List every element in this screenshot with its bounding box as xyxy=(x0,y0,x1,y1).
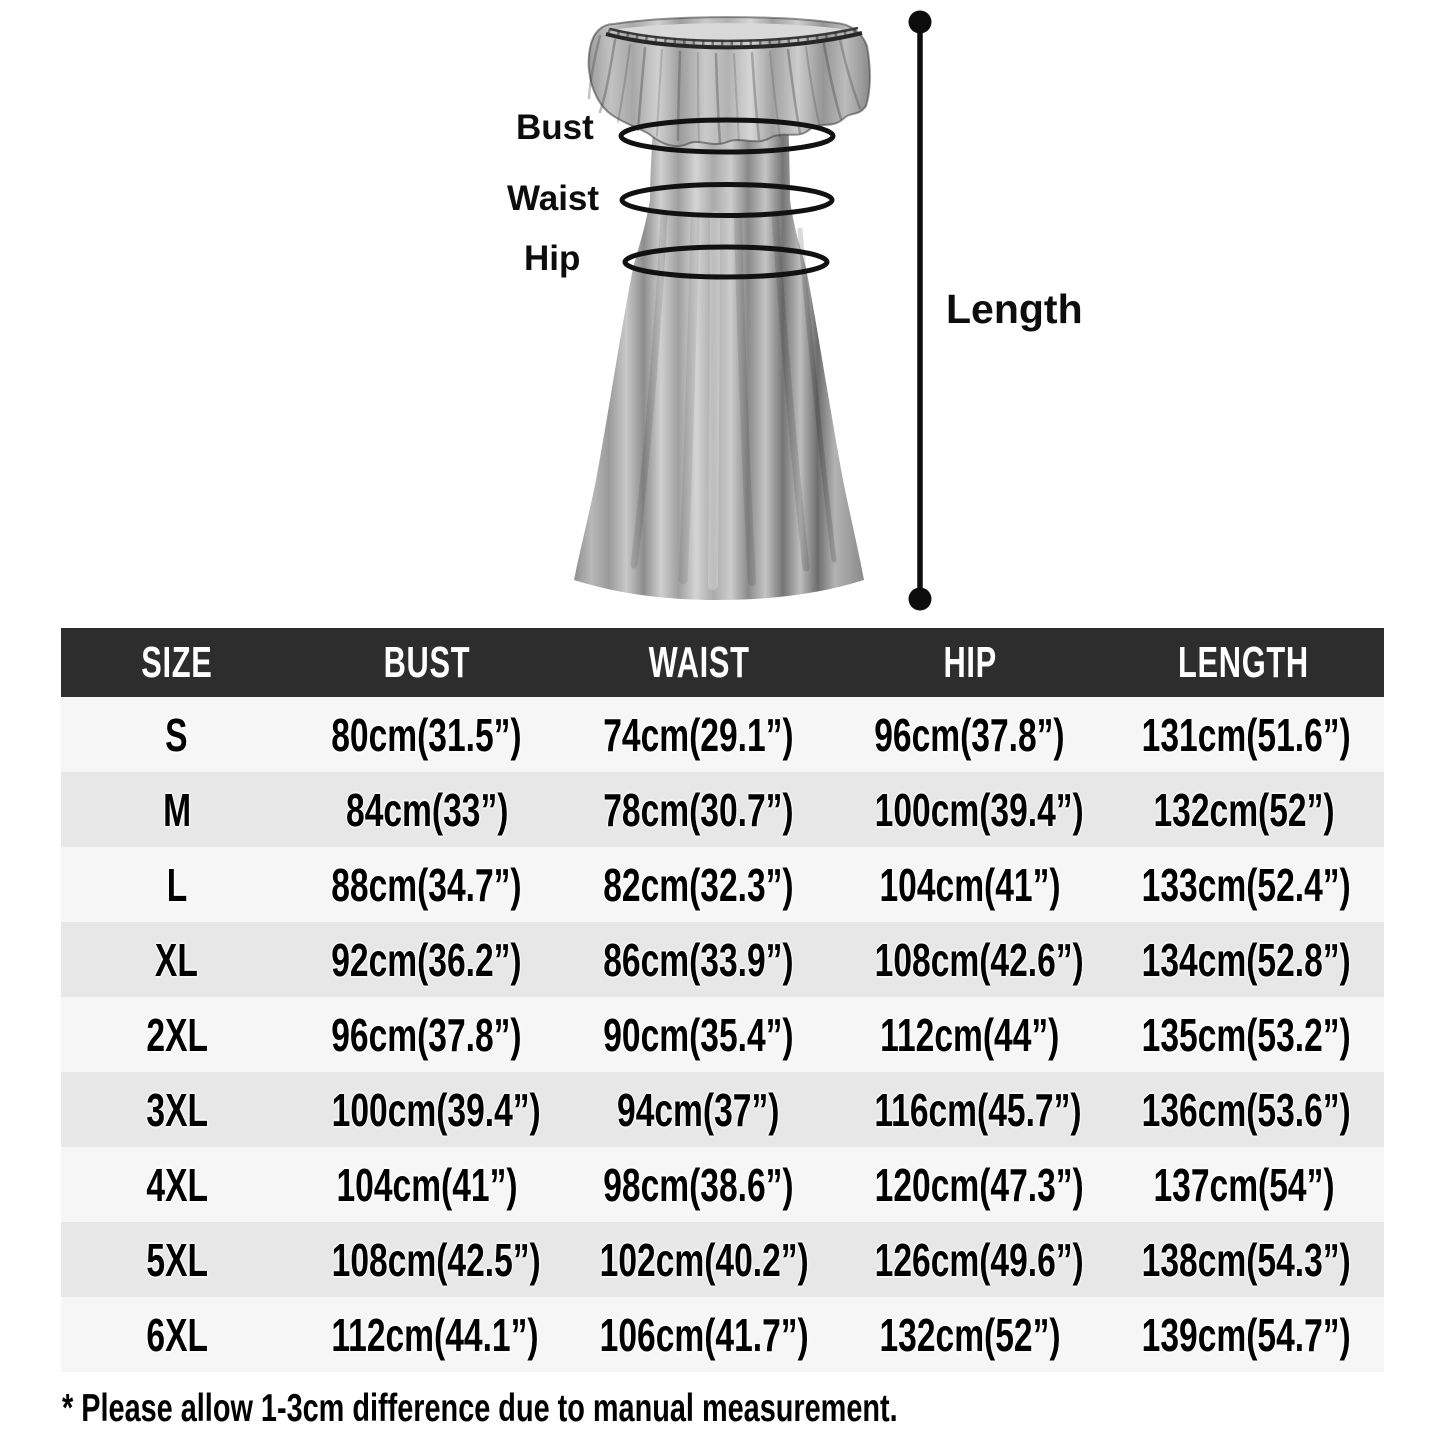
dress-illustration xyxy=(0,0,1445,628)
cell-bust: 112cm(44.1”) xyxy=(330,1308,539,1361)
cell-hip: 100cm(39.4”) xyxy=(874,783,1084,836)
cell-length: 131cm(51.6”) xyxy=(1142,708,1352,761)
cell-length: 134cm(52.8”) xyxy=(1142,933,1352,986)
cell-hip: 126cm(49.6”) xyxy=(874,1233,1084,1286)
table-row xyxy=(61,997,1384,1072)
cell-hip: 104cm(41”) xyxy=(879,858,1061,911)
table-row xyxy=(61,1072,1384,1147)
cell-bust: 104cm(41”) xyxy=(336,1158,518,1211)
header-label: HIP xyxy=(943,637,997,687)
waist-label: Waist xyxy=(507,179,600,218)
cell-size: 6XL xyxy=(145,1308,208,1361)
cell-hip: 112cm(44”) xyxy=(880,1008,1060,1061)
header-label: WAIST xyxy=(648,637,750,687)
cell-waist: 102cm(40.2”) xyxy=(599,1233,809,1286)
cell-length: 139cm(54.7”) xyxy=(1142,1308,1352,1361)
length-line-bottom-dot xyxy=(909,588,932,611)
cell-hip: 116cm(45.7”) xyxy=(874,1083,1082,1136)
size-table xyxy=(61,628,1384,1372)
header-label: SIZE xyxy=(141,637,213,687)
header-label: BUST xyxy=(383,637,471,687)
cell-size: S xyxy=(165,708,188,761)
cell-hip: 108cm(42.6”) xyxy=(874,933,1084,986)
cell-hip: 96cm(37.8”) xyxy=(874,708,1066,761)
cell-waist: 106cm(41.7”) xyxy=(599,1308,809,1361)
cell-bust: 108cm(42.5”) xyxy=(331,1233,541,1286)
cell-waist: 94cm(37”) xyxy=(617,1083,780,1136)
cell-waist: 78cm(30.7”) xyxy=(603,783,794,836)
column-header-hip xyxy=(836,628,1103,697)
cell-bust: 96cm(37.8”) xyxy=(331,1008,522,1061)
cell-length: 136cm(53.6”) xyxy=(1142,1083,1352,1136)
cell-waist: 86cm(33.9”) xyxy=(603,933,794,986)
column-header-bust xyxy=(293,628,562,697)
cell-size: 2XL xyxy=(145,1008,208,1061)
table-row xyxy=(61,1222,1384,1297)
table-row xyxy=(61,772,1384,847)
cell-size: M xyxy=(162,783,191,836)
table-row xyxy=(61,697,1384,772)
cell-bust: 100cm(39.4”) xyxy=(331,1083,541,1136)
cell-size: 4XL xyxy=(145,1158,208,1211)
cell-bust: 80cm(31.5”) xyxy=(331,708,522,761)
cell-length: 133cm(52.4”) xyxy=(1142,858,1352,911)
cell-length: 132cm(52”) xyxy=(1153,783,1335,836)
cell-bust: 84cm(33”) xyxy=(345,783,508,836)
cell-length: 135cm(53.2”) xyxy=(1142,1008,1352,1061)
cell-size: 3XL xyxy=(145,1083,208,1136)
header-label: LENGTH xyxy=(1178,637,1310,687)
table-row xyxy=(61,1147,1384,1222)
cell-waist: 98cm(38.6”) xyxy=(603,1158,794,1211)
cell-waist: 74cm(29.1”) xyxy=(603,708,794,761)
cell-size: 5XL xyxy=(145,1233,208,1286)
length-label: Length xyxy=(946,286,1083,332)
cell-hip: 120cm(47.3”) xyxy=(874,1158,1084,1211)
bust-label: Bust xyxy=(516,108,594,147)
length-line-top-dot xyxy=(909,11,932,34)
header-row xyxy=(61,628,1384,697)
column-header-length xyxy=(1103,628,1384,697)
column-header-size xyxy=(61,628,293,697)
hip-label: Hip xyxy=(524,239,581,278)
table-row xyxy=(61,922,1384,997)
column-header-waist xyxy=(561,628,836,697)
table-row xyxy=(61,1297,1384,1372)
table-row xyxy=(61,847,1384,922)
cell-size: XL xyxy=(155,933,199,986)
cell-waist: 82cm(32.3”) xyxy=(603,858,794,911)
cell-size: L xyxy=(166,858,188,911)
cell-bust: 92cm(36.2”) xyxy=(331,933,522,986)
cell-length: 137cm(54”) xyxy=(1153,1158,1335,1211)
cell-hip: 132cm(52”) xyxy=(879,1308,1061,1361)
cell-bust: 88cm(34.7”) xyxy=(331,858,522,911)
cell-waist: 90cm(35.4”) xyxy=(603,1008,794,1061)
measurement-footnote: * Please allow 1-3cm difference due to manual measurement. xyxy=(62,1387,898,1430)
measurement-diagram xyxy=(0,0,1445,628)
cell-length: 138cm(54.3”) xyxy=(1142,1233,1352,1286)
